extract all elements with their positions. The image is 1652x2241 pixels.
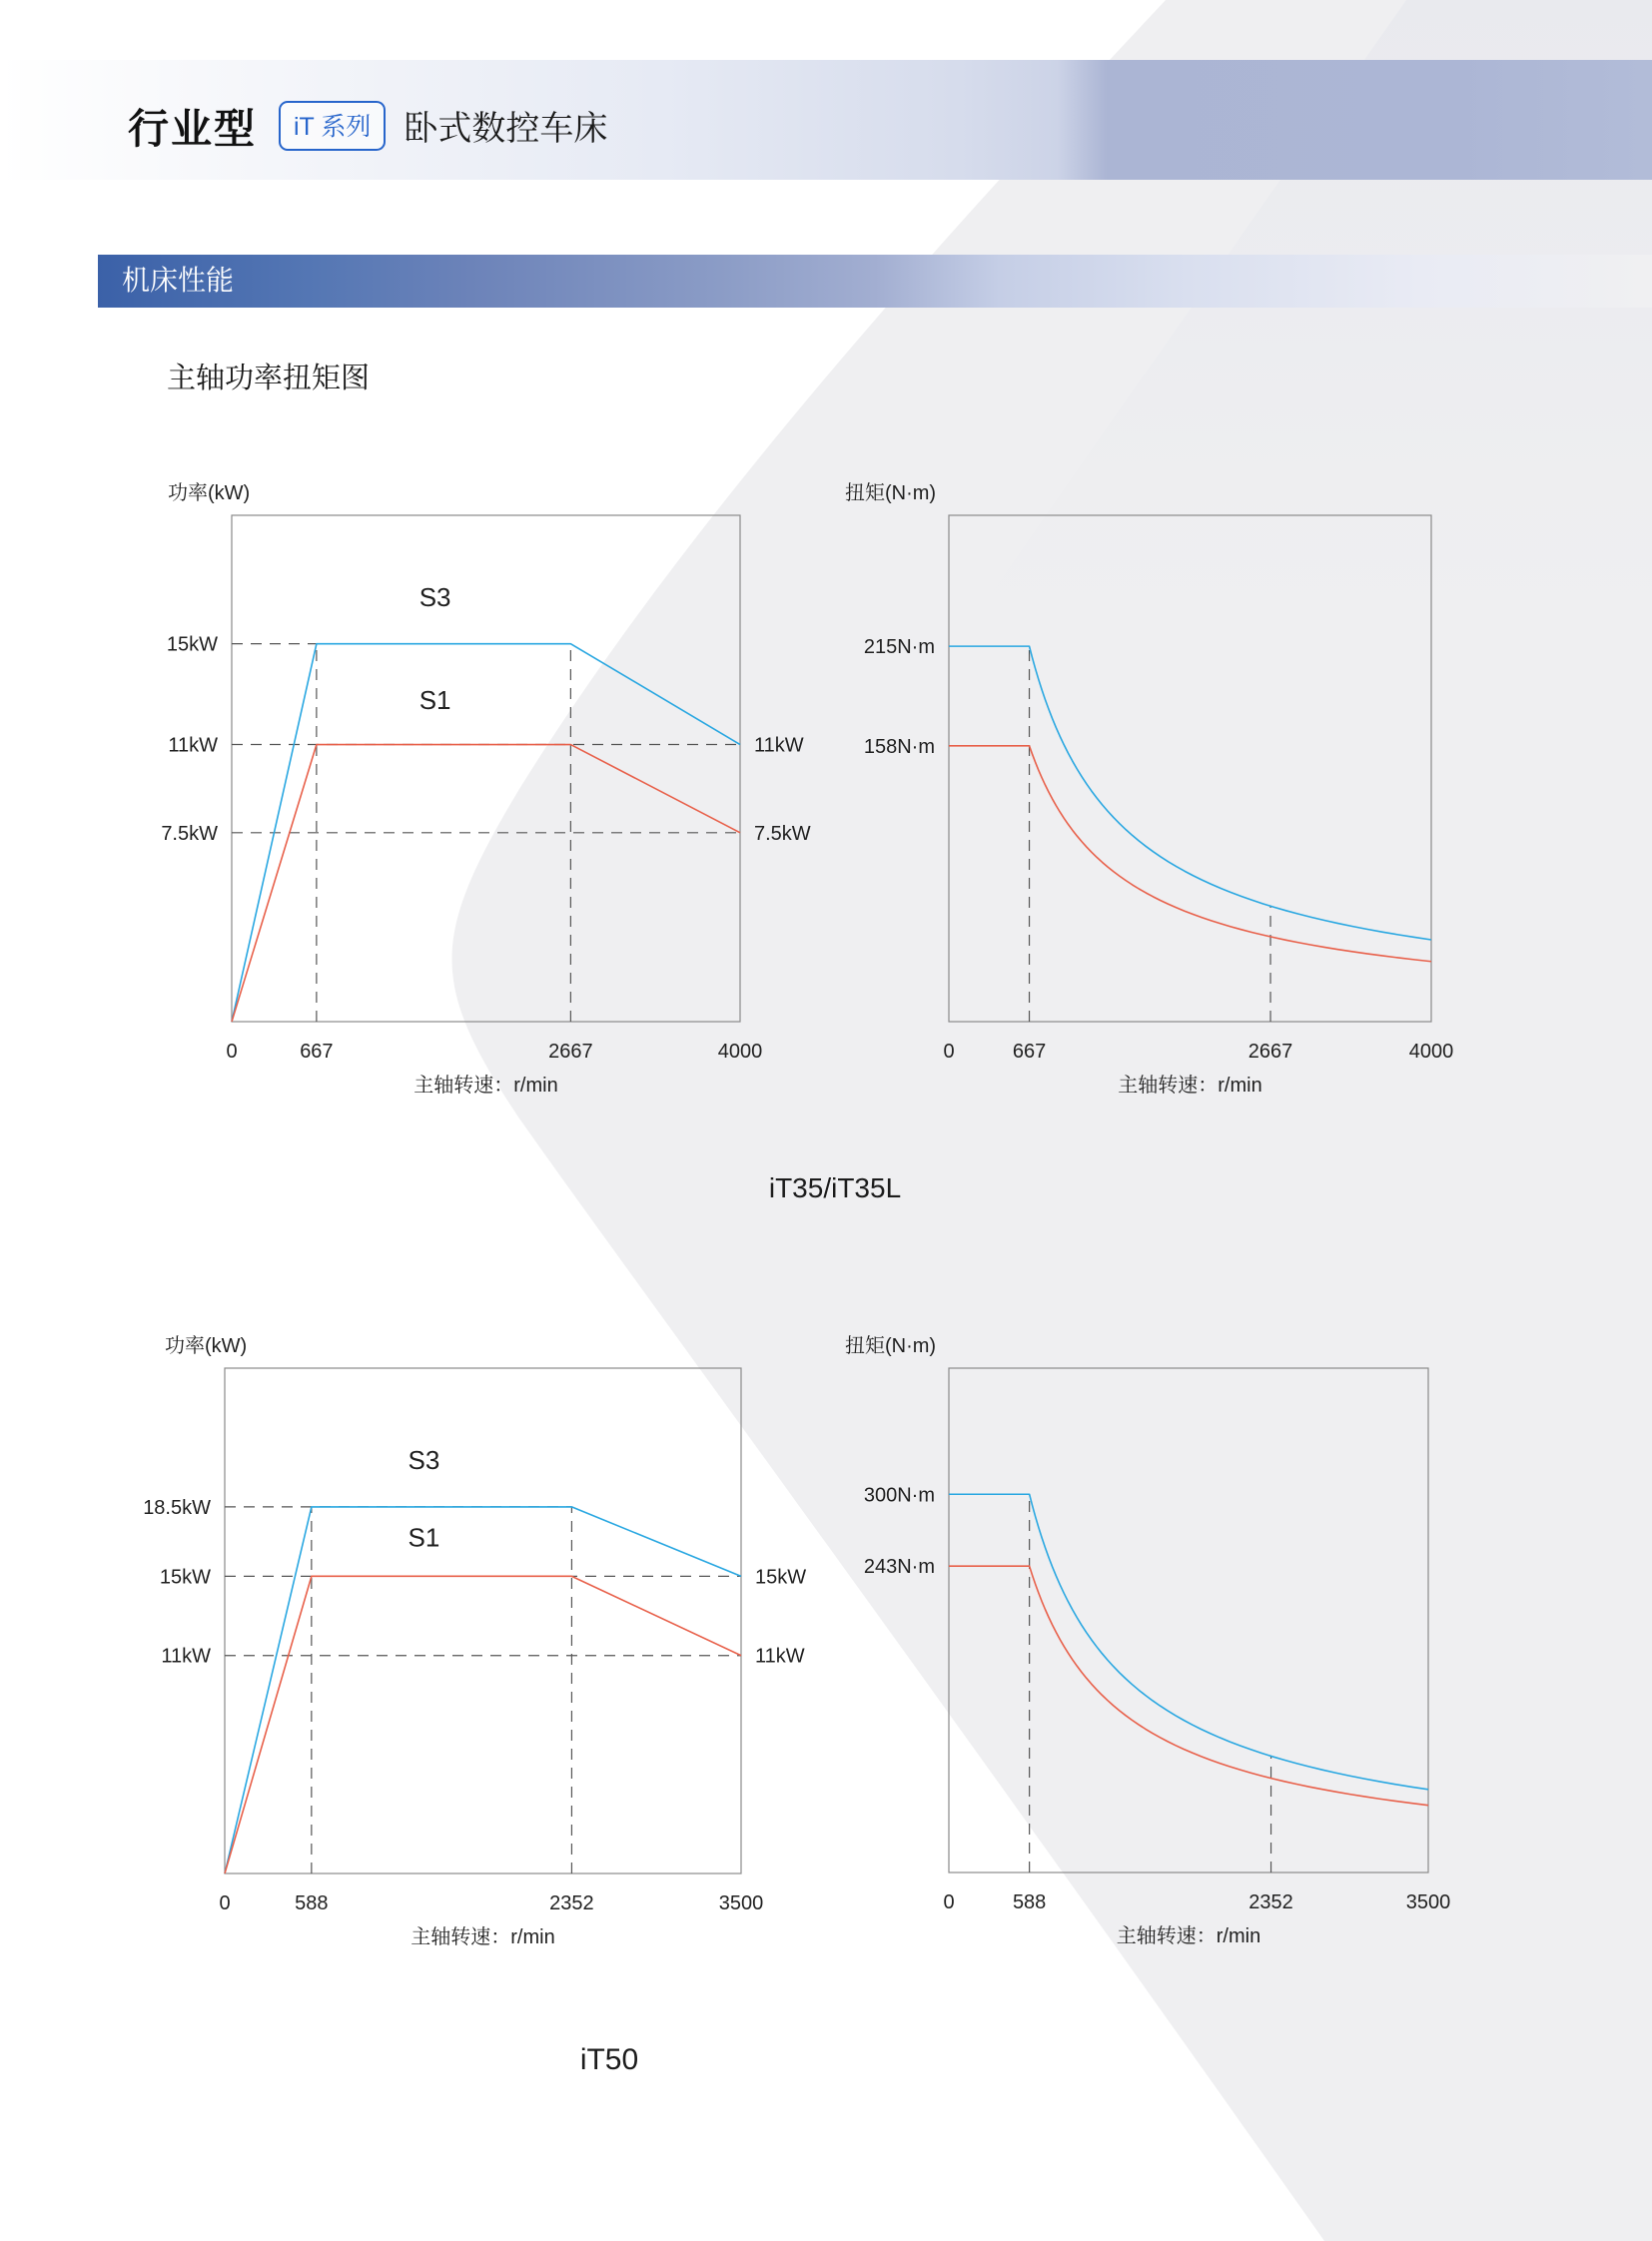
x-tick-label: 2352 — [1248, 1891, 1293, 1913]
section-heading: 主轴功率扭矩图 — [167, 363, 371, 394]
x-tick-label: 667 — [300, 1041, 334, 1063]
x-tick-label: 588 — [1012, 1891, 1047, 1913]
value-label-right: 7.5kW — [754, 822, 811, 845]
x-tick-label: 3500 — [1405, 1891, 1451, 1913]
x-tick-label: 0 — [219, 1892, 231, 1914]
series-label-s3: S3 — [418, 581, 451, 612]
x-tick-label: 2667 — [548, 1041, 593, 1063]
x-axis-label: 主轴转速：r/min — [413, 1075, 558, 1097]
x-tick-label: 667 — [1012, 1041, 1047, 1063]
value-label-left: 15kW — [166, 633, 218, 656]
value-label-left: 215N·m — [863, 636, 935, 659]
chart-y-axis-title: 扭矩(N·m) — [845, 1335, 937, 1357]
x-tick-label: 2352 — [549, 1892, 594, 1914]
series-line-s3 — [949, 1494, 1428, 1790]
page-header — [128, 96, 607, 155]
x-tick-label: 4000 — [1408, 1041, 1454, 1063]
value-label-left: 15kW — [159, 1566, 211, 1589]
value-label-left: 7.5kW — [161, 822, 218, 845]
value-label-left: 300N·m — [863, 1484, 935, 1507]
series-line-s1 — [232, 745, 740, 1022]
value-label-right: 11kW — [754, 734, 804, 757]
page-title: 行业型 — [128, 106, 257, 152]
chart-y-axis-title: 扭矩(N·m) — [845, 482, 937, 504]
chart-power-it50 — [135, 1323, 816, 1948]
model-label-it50: iT50 — [579, 2043, 639, 2076]
x-tick-label: 2667 — [1247, 1041, 1293, 1063]
model-label-it35: iT35/iT35L — [768, 1172, 902, 1203]
value-label-left: 11kW — [161, 1645, 211, 1668]
chart-y-axis-title: 功率(kW) — [168, 482, 251, 504]
page-subtitle: 卧式数控车床 — [404, 110, 608, 148]
section-banner-label: 机床性能 — [122, 265, 235, 296]
series-label-s1: S1 — [408, 1522, 440, 1553]
x-tick-label: 0 — [943, 1041, 955, 1063]
series-line-s3 — [949, 646, 1431, 940]
value-label-right: 15kW — [755, 1566, 807, 1589]
series-badge: iT 系列 — [279, 101, 386, 151]
x-tick-label: 0 — [943, 1891, 955, 1913]
x-axis-label: 主轴转速：r/min — [411, 1926, 555, 1948]
section-banner — [98, 255, 1652, 308]
series-line-s3 — [225, 1507, 741, 1873]
x-tick-label: 588 — [295, 1892, 329, 1914]
value-label-left: 18.5kW — [143, 1496, 211, 1519]
value-label-right: 11kW — [755, 1645, 805, 1668]
series-line-s1 — [225, 1576, 741, 1873]
value-label-left: 158N·m — [863, 735, 935, 758]
x-axis-label: 主轴转速：r/min — [1116, 1925, 1261, 1947]
series-label-s1: S1 — [418, 685, 451, 716]
chart-power-it35 — [142, 470, 815, 1097]
x-axis-label: 主轴转速：r/min — [1118, 1075, 1262, 1097]
value-label-left: 243N·m — [863, 1556, 935, 1579]
value-label-left: 11kW — [168, 734, 218, 757]
series-line-s1 — [949, 1566, 1428, 1805]
chart-y-axis-title: 功率(kW) — [165, 1335, 248, 1357]
x-tick-label: 0 — [226, 1041, 238, 1063]
series-line-s1 — [949, 746, 1431, 962]
x-tick-label: 3500 — [718, 1892, 764, 1914]
chart-torque-it50 — [839, 1323, 1503, 1947]
series-label-s3: S3 — [408, 1445, 440, 1476]
x-tick-label: 4000 — [717, 1041, 763, 1063]
chart-torque-it35 — [839, 470, 1506, 1097]
